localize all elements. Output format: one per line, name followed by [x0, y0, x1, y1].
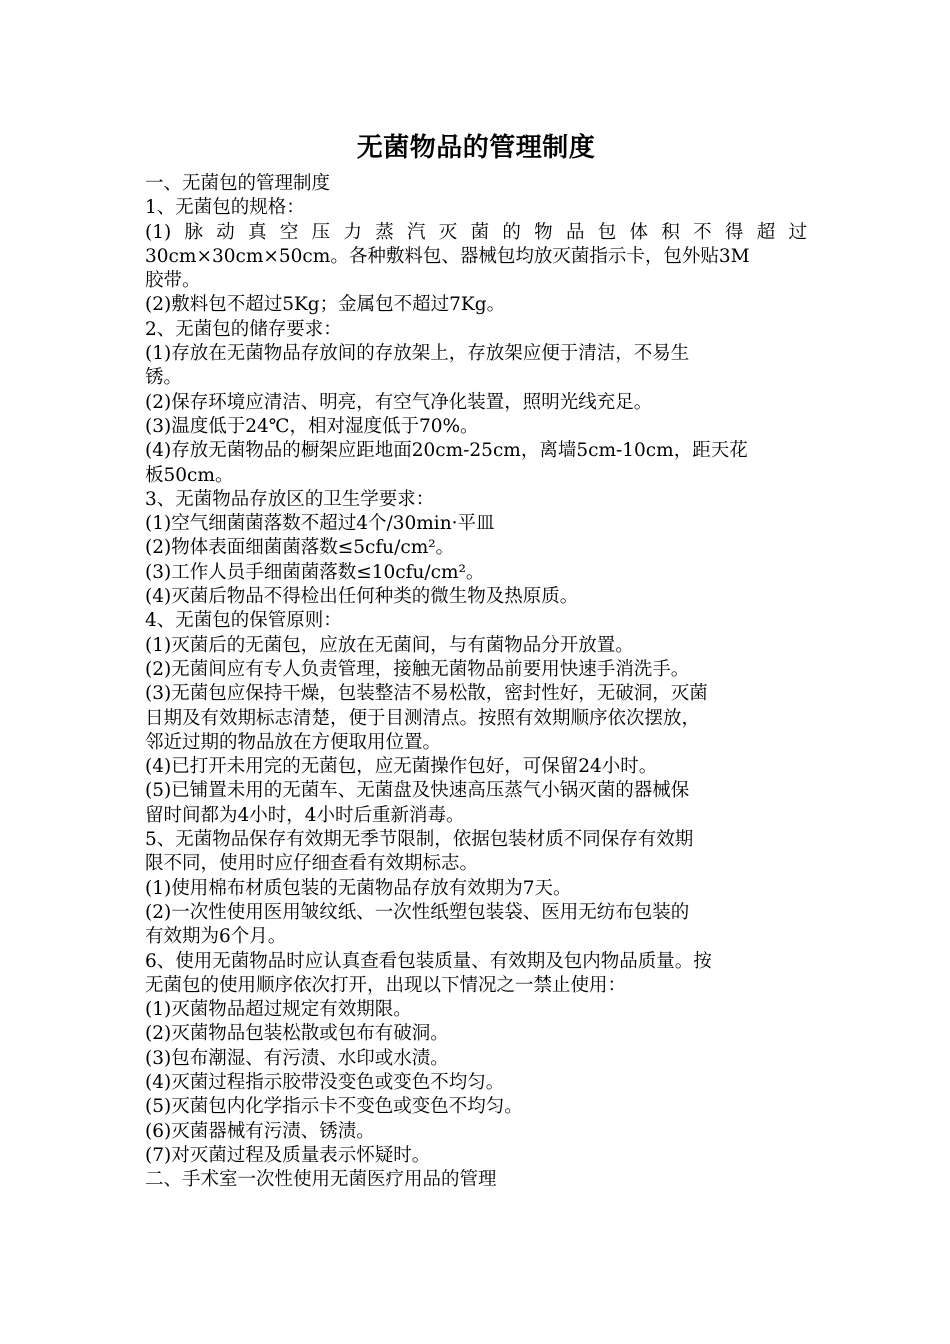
- text-line: 留时间都为4小时，4小时后重新消毒。: [145, 804, 465, 826]
- text-line: 一、无菌包的管理制度: [145, 173, 331, 194]
- text-line: 2、无菌包的储存要求：: [145, 318, 342, 340]
- text-line: 无菌包的使用顺序依次打开，出现以下情况之一禁止使用：: [145, 974, 627, 996]
- text-line: 胶带。: [145, 270, 201, 292]
- text-line: (2)无菌间应有专人负责管理，接触无菌物品前要用快速手消洗手。: [145, 658, 690, 680]
- text-line: (1)使用棉布材质包装的无菌物品存放有效期为7天。: [145, 877, 572, 899]
- text-line: (1)存放在无菌物品存放间的存放架上，存放架应便于清洁，不易生: [145, 343, 690, 365]
- text-line: (3)温度低于24℃，相对湿度低于70%。: [145, 415, 479, 437]
- text-line: (2)一次性使用医用皱纹纸、一次性纸塑包装袋、医用无纺布包装的: [145, 901, 690, 923]
- text-line: (4)已打开未用完的无菌包，应无菌操作包好，可保留24小时。: [145, 756, 658, 778]
- text-line: 邻近过期的物品放在方便取用位置。: [145, 731, 442, 753]
- text-line: (2)灭菌物品包装松散或包布有破洞。: [145, 1023, 449, 1045]
- text-line: (5)已铺置未用的无菌车、无菌盘及快速高压蒸气小锅灭菌的器械保: [145, 780, 690, 802]
- text-line: (1)空气细菌菌落数不超过4个/30min·平皿: [145, 513, 495, 535]
- text-line: 6、使用无菌物品时应认真查看包装质量、有效期及包内物品质量。按: [145, 950, 712, 972]
- text-line: 5、无菌物品保存有效期无季节限制，依据包装材质不同保存有效期: [145, 829, 694, 851]
- document-page: [145, 130, 807, 1192]
- text-line: 3、无菌物品存放区的卫生学要求：: [145, 488, 435, 510]
- text-line: (7)对灭菌过程及质量表示怀疑时。: [145, 1144, 431, 1166]
- text-line: 日期及有效期标志清楚，便于目测清点。按照有效期顺序依次摆放，: [145, 707, 701, 729]
- text-line: (3)工作人员手细菌菌落数≤10cfu/cm²。: [145, 561, 485, 583]
- text-line: (1)灭菌物品超过规定有效期限。: [145, 999, 412, 1021]
- text-line: 二、手术室一次性使用无菌医疗用品的管理: [145, 1169, 497, 1191]
- text-line: (3)无菌包应保持干燥，包装整洁不易松散，密封性好，无破洞，灭菌: [145, 683, 708, 705]
- text-line: 30cm×30cm×50cm。各种敷料包、器械包均放灭菌指示卡，包外贴3M: [145, 245, 750, 267]
- text-line: (4)灭菌过程指示胶带没变色或变色不均匀。: [145, 1071, 505, 1093]
- text-line: (3)包布潮湿、有污渍、水印或水渍。: [145, 1047, 449, 1069]
- text-line: 板50cm。: [145, 464, 234, 486]
- text-line: (2)保存环境应清洁、明亮，有空气净化装置，照明光线充足。: [145, 391, 653, 413]
- text-line: (1)脉动真空压力蒸汽灭菌的物品包体积不得超过: [145, 221, 807, 243]
- text-line: (2)物体表面细菌菌落数≤5cfu/cm²。: [145, 537, 455, 559]
- text-line: 限不同，使用时应仔细查看有效期标志。: [145, 853, 479, 875]
- text-line: 4、无菌包的保管原则：: [145, 610, 342, 632]
- text-line: 锈。: [145, 367, 183, 389]
- text-line: 1、无菌包的规格：: [145, 197, 305, 219]
- text-line: (2)敷料包不超过5Kg；金属包不超过7Kg。: [145, 294, 506, 316]
- text-line: (6)灭菌器械有污渍、锈渍。: [145, 1120, 375, 1142]
- text-line: (4)灭菌后物品不得检出任何种类的微生物及热原质。: [145, 586, 579, 608]
- text-line: 有效期为6个月。: [145, 926, 287, 948]
- text-line: (1)灭菌后的无菌包，应放在无菌间，与有菌物品分开放置。: [145, 634, 634, 656]
- document-body: [145, 172, 807, 1192]
- text-line: (4)存放无菌物品的橱架应距地面20cm-25cm，离墙5cm-10cm，距天花: [145, 440, 748, 462]
- text-line: (5)灭菌包内化学指示卡不变色或变色不均匀。: [145, 1096, 523, 1118]
- document-title: 无菌物品的管理制度: [356, 133, 596, 163]
